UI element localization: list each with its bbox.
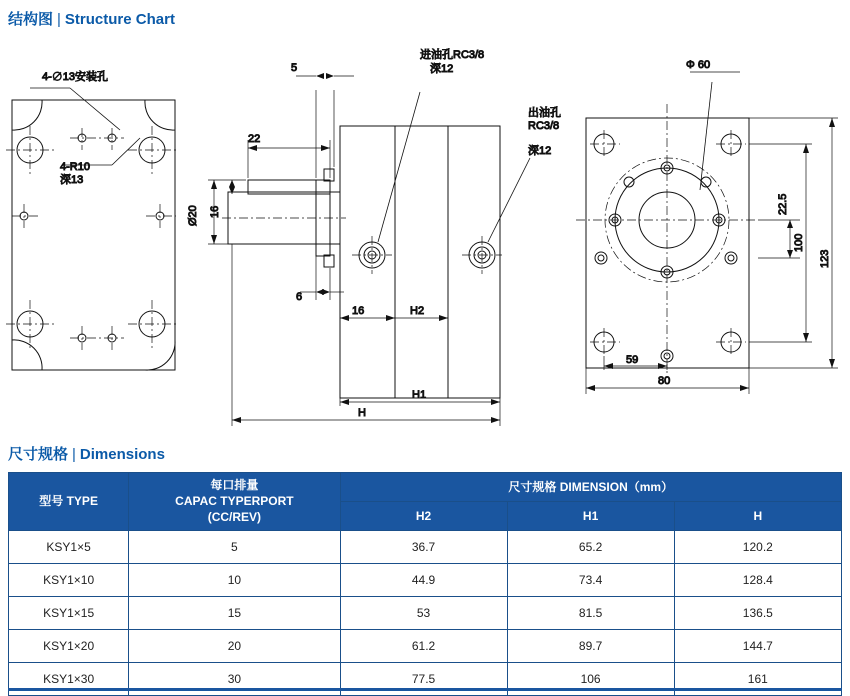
cell-h: 136.5 (674, 596, 841, 629)
cell-type: KSY1×20 (9, 629, 129, 662)
left-view-centerlines (6, 126, 176, 350)
cell-h: 144.7 (674, 629, 841, 662)
table-row (9, 596, 842, 629)
dim-H (232, 244, 500, 426)
dim-label-80: 80 (658, 375, 671, 387)
table-row (9, 530, 842, 563)
section-heading-structure (8, 8, 175, 29)
section-heading-structure-separator: | (57, 11, 61, 28)
cell-type: KSY1×15 (9, 596, 129, 629)
section-heading-dimensions (8, 443, 165, 464)
cell-h1: 65.2 (507, 530, 674, 563)
label-outlet-depth: 深12 (528, 145, 552, 157)
dim-label-100: 100 (793, 233, 805, 252)
header-type: 型号 TYPE (9, 473, 129, 531)
right-view-centerlines (576, 104, 758, 378)
label-r10: 4-R10 (60, 161, 90, 173)
header-capacity-line2: CAPAC TYPERPORT (175, 494, 294, 509)
dim-label-5: 5 (291, 62, 298, 74)
dim-label-6: 6 (296, 291, 303, 303)
table-row (9, 629, 842, 662)
dim-6 (300, 256, 344, 300)
cell-h2: 44.9 (340, 563, 507, 596)
header-h1: H1 (507, 501, 674, 530)
right-view-flange (586, 118, 749, 368)
section-heading-structure-en: Structure Chart (64, 11, 175, 28)
section-heading-dimensions-en: Dimensions (79, 446, 165, 463)
header-capacity (129, 473, 340, 531)
cell-h: 161 (674, 662, 841, 695)
dim-label-H2: H2 (410, 305, 425, 317)
dimensions-table (8, 472, 842, 696)
cell-h2: 61.2 (340, 629, 507, 662)
table-body (9, 530, 842, 695)
right-view-leader-dia60 (690, 72, 740, 190)
label-inlet-depth: 深12 (430, 63, 454, 75)
table-head (9, 473, 842, 531)
cell-h1: 106 (507, 662, 674, 695)
cell-h: 120.2 (674, 530, 841, 563)
middle-view-leaders (378, 92, 530, 242)
cell-type: KSY1×10 (9, 563, 129, 596)
cell-capac: 5 (129, 530, 340, 563)
label-outlet-port-size: RC3/8 (528, 120, 560, 132)
dim-label-22-5: 22.5 (777, 193, 789, 215)
technical-drawing (0, 30, 850, 435)
header-h: H (674, 501, 841, 530)
header-capacity-line3: (CC/REV) (207, 510, 262, 525)
label-mounting-holes: 4-∅13安装孔 (42, 71, 109, 83)
label-r10-depth: 深13 (60, 174, 84, 186)
dim-label-22: 22 (248, 133, 261, 145)
dim-label-H1: H1 (412, 389, 427, 401)
dim-22 (248, 140, 330, 178)
cell-type: KSY1×5 (9, 530, 129, 563)
cell-capac: 10 (129, 563, 340, 596)
dim-label-dia-60: Φ 60 (686, 59, 711, 71)
left-view-plate (12, 100, 175, 370)
cell-h2: 53 (340, 596, 507, 629)
cell-capac: 15 (129, 596, 340, 629)
dim-label-16-left: 16 (209, 205, 221, 218)
middle-view-body (228, 126, 500, 398)
section-heading-dimensions-separator: | (72, 446, 76, 463)
header-capacity-line1: 每口排量 (210, 478, 259, 492)
drawing-svg (0, 30, 850, 435)
label-inlet-port: 进油孔RC3/8 (420, 49, 485, 61)
dim-label-59: 59 (626, 354, 639, 366)
label-outlet-port: 出油孔 (528, 107, 561, 119)
dim-label-123: 123 (819, 249, 831, 268)
cell-h1: 89.7 (507, 629, 674, 662)
section-heading-dimensions-cn: 尺寸规格 (8, 446, 69, 463)
dim-label-H: H (358, 407, 366, 419)
section-heading-structure-cn: 结构图 (8, 11, 54, 28)
cell-h1: 73.4 (507, 563, 674, 596)
bottom-accent-rule (8, 688, 842, 691)
cell-capac: 20 (129, 629, 340, 662)
table-row (9, 563, 842, 596)
cell-h2: 77.5 (340, 662, 507, 695)
cell-h2: 36.7 (340, 530, 507, 563)
table-header-row-1 (9, 473, 842, 502)
cell-capac: 30 (129, 662, 340, 695)
header-h2: H2 (340, 501, 507, 530)
cell-type: KSY1×30 (9, 662, 129, 695)
cell-h: 128.4 (674, 563, 841, 596)
cell-h1: 81.5 (507, 596, 674, 629)
dim-label-diameter-20: Ø20 (187, 205, 199, 226)
dim-label-16-bottom: 16 (352, 305, 365, 317)
header-dimension-group: 尺寸规格 DIMENSION（mm） (340, 473, 841, 502)
dimensions-table-wrapper (8, 472, 842, 696)
